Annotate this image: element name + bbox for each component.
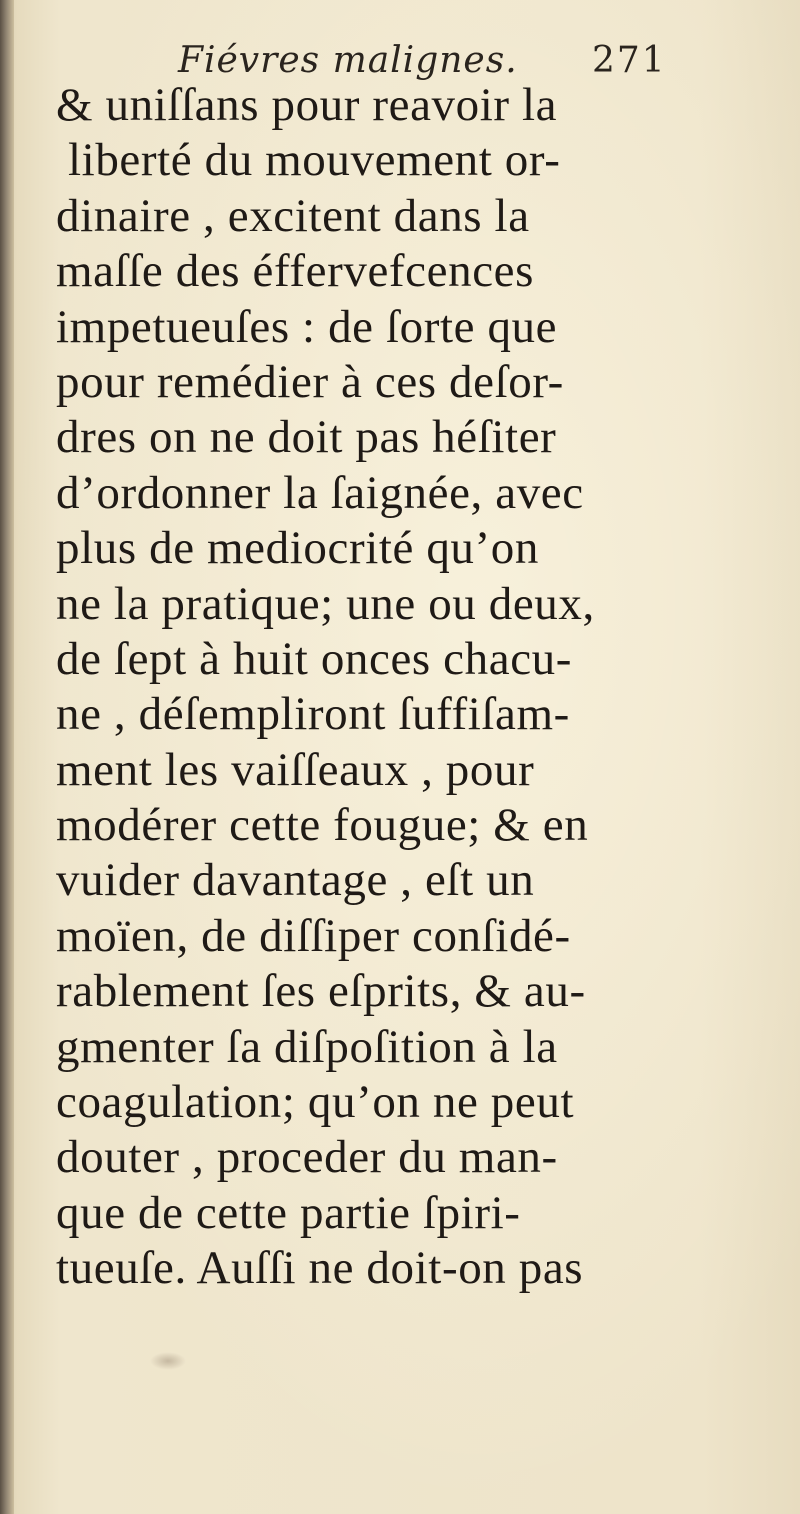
text-line: rablement ſes eſprits, & au-: [56, 965, 586, 1018]
text-line: gmenter ſa diſpoſition à la: [56, 1020, 558, 1073]
text-line: tueuſe. Auſſi ne doit-on pas: [56, 1242, 584, 1295]
ink-smudge: [150, 1352, 186, 1370]
text-line: douter , proceder du man-: [56, 1131, 558, 1184]
binding-gutter: [0, 0, 14, 1514]
text-line: de ſept à huit onces chacu-: [56, 632, 573, 685]
text-line: ne , déſempliront ſuffiſam-: [56, 688, 570, 741]
running-title: Fiévres malignes.: [178, 40, 518, 81]
text-line: vuider davantage , eſt un: [56, 854, 535, 907]
body-text: [56, 78, 756, 1297]
text-line: liberté du mouvement or-: [68, 134, 561, 187]
text-line: & uniſſans pour reavoir la: [56, 79, 558, 131]
text-line: pour remédier à ces deſor-: [56, 355, 564, 408]
text-line: d’ordonner la ſaignée, avec: [56, 466, 584, 519]
text-line: ne la pratique; une ou deux,: [56, 577, 595, 630]
text-line: ment les vaiſſeaux , pour: [56, 743, 535, 796]
text-line: modérer cette fougue; & en: [56, 799, 589, 852]
text-line: dinaire , excitent dans la: [56, 189, 530, 242]
text-line: impetueuſes : de ſorte que: [56, 300, 558, 353]
page-number: 271: [592, 40, 667, 81]
text-line: que de cette partie ſpiri-: [56, 1186, 521, 1239]
text-line: maſſe des éffervefcences: [56, 245, 535, 298]
text-line: moïen, de diſſiper conſidé-: [56, 909, 571, 962]
text-line: coagulation; qu’on ne peut: [56, 1076, 575, 1129]
text-line: dres on ne doit pas héſiter: [56, 411, 557, 464]
text-line: plus de mediocrité qu’on: [56, 522, 539, 575]
